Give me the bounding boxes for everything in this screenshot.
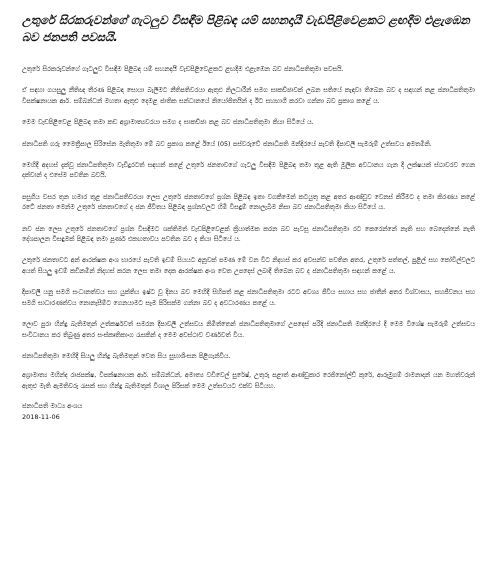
paragraph-6: පසුගිය වසර තුන හමාර තුළ ජනාධිපතිවරයා ලෙස උතුරේ ජනතාවගේ ප්‍රශ්න පිළිබඳ ඉතා වගකීමෙන් කටයුතු කළ අතර ආණ්ඩුව වෙනස් කිරීමට ද තමා කිරණය කළේ රටේ ජනතා මෙන්ම උතුරේ ජනතාවගේ ද ජන ජීවිතය පිළිබඳ ප්‍රශ්නවලට හිමි විසඳුම් නොලැබීම නිසා බව ජනාධිපතිතුමා කියා සිටියේ ය.	[22, 193, 475, 212]
paragraph-12: අග්‍රාමාත්‍ය මහින්ද රාජපක්ෂ, විපක්ෂනායක ආර්. සම්බන්ධන්, අමාත්‍ය වඩිවෙල් සුරේෂ්, උතුරු පළාත් ආණ්ඩුකාර රෙජිනෝල්ඩ් කුරේ, ආරුමුගම් රාමනාදන් යන මහත්වරුන් ඇතුළු මැති ඇමතිවරු රැසක් සහ හින්දු බැතිමතුන් විශාල පිරිසක් මෙම උත්සවයට එක්ව සිටියහ.	[22, 372, 475, 390]
paragraph-7: නව ජන ලෙස උතුරේ ජනතාවගේ ප්‍රශ්න විසඳීමට ශක්තිමත් වැඩපිළිවෙළක් ක්‍රියාත්මක කරන බව පැවසූ ජනාධිපතිතුමා රට කෙරෙන්නේ නැති සහ බෙදෙන්නේ නැති දේශපාලන විසඳුමක් පිළිබඳ තමා පූර්ණ එකඟතාවය පවතින බව ද කියා සිටියේ ය.	[22, 225, 475, 244]
paragraph-10: ලොව පුරා හින්දු බැතිමතුන් උත්කර්ෂවත් සමරන දීපාවලී උත්සවය නිමිත්තෙන් ජනාධිපතිතුමාගේ උපදෙස් පරිදි ජනාධිපති මන්දිරයේ දී මෙම විශේෂ සැමරුම් උත්සවය සංවිධානය කර තිබුණු අතර සංස්කෘතිකාංග රැසකින් ද මෙම අවස්ථාව වර්ණවත් විය.	[22, 321, 475, 339]
paragraph-5: මෙහිදී අදහස් දැක්වූ ජනාධිපතිතුමා වැඩිදුරටත් සඳහන් කළේ උතුරේ ජනතාවගේ ගැටලු විසඳීම පිළිබඳ තමා තුළ ඇති මූලික අවධානය ගැන දී ලක්ෂයක් ස්ථාවරව ගෙන දක්වාන් ද එසේම පවතින බවයි.	[22, 162, 475, 180]
paragraph-1: උතුරේ සිරකරුවන්ගේ ගැටලුව විසඳීම පිළිබඳ යම් සහනදායී වැඩපිළිවෙළකට ළඟදීම එළැඹෙන බව ජනාධිපතිතුමා පවසයි.	[22, 66, 344, 73]
paragraph-4: ජනාධිපති ගරු මෛත්‍රීපාල සිරිසේන මැතිතුමා මේ බව ප්‍රකාශ කළේ ඊයේ (05) පස්වරුවේ ජනාධිපති මන්දිරයේ පැවති දීපාවලී සැමරුම් උත්සවය අමතමිනි.	[22, 140, 432, 148]
paragraph-11: ජනාධිපතිතුමා මෙහිදී සියලු හින්දු බැතිමතුන් වෙත සිය සුභාශිංසන පිළිගැන්වීය.	[22, 352, 231, 360]
issuing-office: ජනාධිපති මාධ්‍ය අංශය	[22, 402, 83, 411]
paragraph-3: මෙම වැඩපිළිවෙළ පිළිබඳ තමා කඩ අග්‍රාමාත්‍යවරයා සමග ද සාකච්ඡා කළ බව ජනාධිපතිතුමා කියා සිටියේ ය.	[22, 119, 314, 127]
paragraph-8: උතුරේ ජනතාවට අන් ආරක්ෂක අංශ භාරයේ පැවති ඉඩම් සියයට අනූවක් පමණ මේ වන විට නිදහස් කර අවසන්ව පවතින අතර, උතුරේ පත්තල්, පුළිල් සහ කෝවිල්වලට අයත් සියලු ඉඩම් කඩිනමින් නිදහස් කරන ලෙස තමා දෙක ආරක්ෂක අංශ වෙත උපදෙස් ලබාදී තිබෙන බව ද ජනාධිපතිතුමා සඳහන් කළේ ය.	[22, 257, 475, 275]
paragraph-9: දීපාවලී යනු සමගි සංධානත්වය සහ යුක්තිය ඉෂ්ට වූ දිනය බව මෙහිදී සිහිපත් කළ ජනාධිපතිතුමා රටට අවශ්‍ය ජීවිය සහාය සහ ජාතීන් අතර විශ්වාසය, සහජීවනය සහ සමගි සාධාරණත්වය නොනැසීම්ට ගෙනයාමට සෑම පිරිසක්ම ගන්නා බව ද අවධාරණය කළේ ය.	[22, 289, 475, 307]
signature-block	[22, 401, 475, 423]
headline: උතුරේ සිරකරුවන්ගේ ගැටලුව විසඳීම පිළිබඳ යම් සහනදායී වැඩපිළිවෙළකට ළඟදීම එළැඹෙන බව ජනපති පවසයි.	[22, 13, 470, 44]
release-date: 2018-11-06	[22, 413, 60, 422]
paragraph-2: ඒ සඳහා ගයසුලු නීතිඥ තීරණ පිළිබඳ සොයා බැලීමට නීතිපතිවරයා ඇතුළු නිලධාරීන් සමග සාකච්ඡාවක් ලබන සතියේ කැඳවා තිබෙන බව ද සඳහන් කළ ජනාධිපතිතුමා විපක්ෂනායක ආර්. සම්බන්ධන් මහතා ඇතුළු දෙමළ ජාතික සන්ධානයේ නියෝජිතයින් ද ඊට සහභාගී කරවා ගන්නා බව ප්‍රකාශ කළේ ය.	[22, 87, 475, 105]
